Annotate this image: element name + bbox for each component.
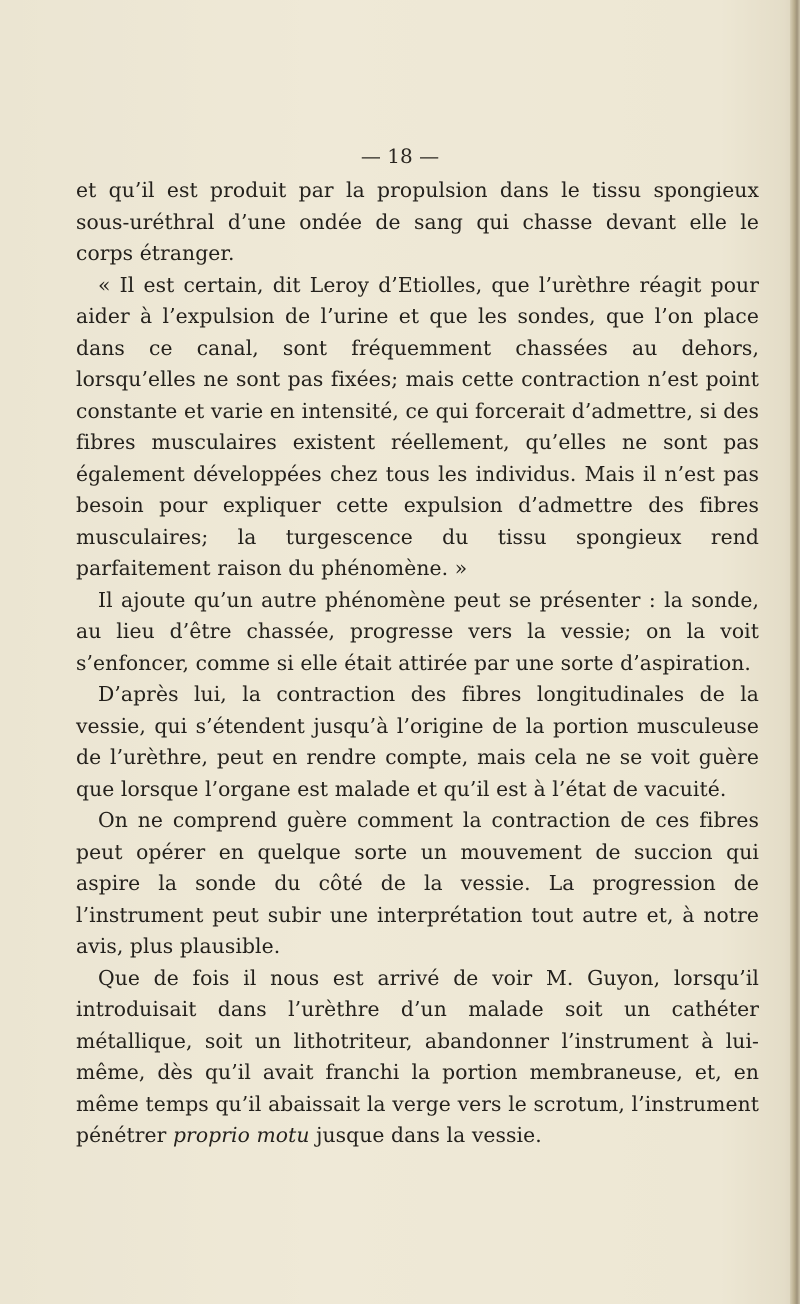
paragraph-6 bbox=[76, 963, 759, 1152]
paragraph-4: D’après lui, la contraction des fibres longitudinales de la vessie, qui s’étendent jusqu’à l’origine de la portion musculeuse de l’urèthre, peut en rendre compte, mais cela ne se voit guère que lorsque l’organe est malade et qu’il est à l’état de vacuité. bbox=[76, 682, 759, 801]
body-text bbox=[76, 175, 759, 1152]
paragraph-6-start: Que de fois il nous est arrivé de voir M. Guyon, lorsqu’il introduisait dans l’urèthre d’un malade soit un cathéter métallique, soit un lithotriteur, abandonner l’instrument à lui-même, dès qu’il avait franchi la portion membraneuse, et, en même temps qu’il abaissait la verge vers le scrotum, l’instrument pénétrer bbox=[76, 965, 759, 1147]
paragraph-1: et qu’il est produit par la propulsion dans le tissu spongieux sous-uréthral d’une ondée de sang qui chasse devant elle le corps étranger. bbox=[76, 178, 759, 265]
paragraph-5: On ne comprend guère comment la contraction de ces fibres peut opérer en quelque sorte un mouvement de succion qui aspire la sonde du côté de la vessie. La progression de l’instrument peut subir une interprétation tout autre et, à notre avis, plus plausible. bbox=[76, 808, 759, 958]
paragraph-2: « Il est certain, dit Leroy d’Etiolles, que l’urèthre réagit pour aider à l’expulsion de l’urine et que les sondes, que l’on place dans ce canal, sont fréquemment chassées au dehors, lorsqu’elles ne sont pas fixées; mais cette contraction n’est point constante et varie en intensité, ce qui forcerait d’admettre, si des fibres musculaires existent réellement, qu’elles ne sont pas également développées chez tous les individus. Mais il n’est pas besoin pour expliquer cette expulsion d’admettre des fibres musculaires; la turgescence du tissu spongieux rend parfaitement raison du phénomène. » bbox=[76, 272, 759, 580]
page-number: — 18 — bbox=[360, 144, 440, 168]
paragraph-6-end: jusque dans la vessie. bbox=[309, 1123, 542, 1147]
page-edge bbox=[790, 0, 800, 1304]
paragraph-6-italic: proprio motu bbox=[172, 1123, 310, 1147]
paragraph-3: Il ajoute qu’un autre phénomène peut se présenter : la sonde, au lieu d’être chassée, progresse vers la vessie; on la voit s’enfoncer, comme si elle était attirée par une sorte d’aspiration. bbox=[76, 587, 759, 675]
